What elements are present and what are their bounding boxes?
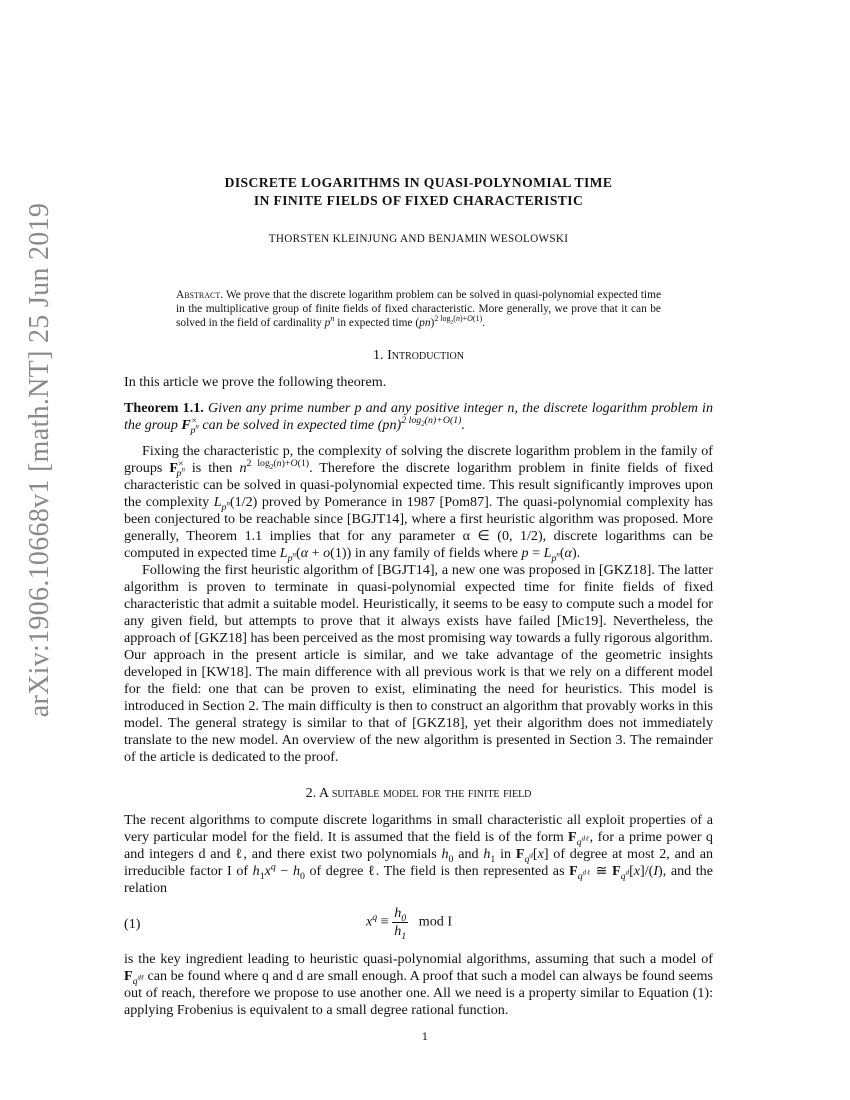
title-line-2: IN FINITE FIELDS OF FIXED CHARACTERISTIC xyxy=(253,193,584,208)
s2-text-e: of degree ℓ. The field is then represented as xyxy=(304,863,570,879)
authors: THORSTEN KLEINJUNG AND BENJAMIN WESOLOWSKI xyxy=(268,233,569,245)
arxiv-sidebar xyxy=(22,202,58,718)
page-number: 1 xyxy=(421,1032,429,1043)
section-2-continuation: is the key ingredient leading to heuristic quasi-polynomial algorithms, assuming that such a model of $F_{q^{d\ell}}$ can be found where q and d are small enough. A proof that such a model can always be found seems out of reach, therefore we propose to use another one. All we need is a property similar to Equation (1): applying Frobenius is equivalent to a small degree rational function. xyxy=(124,951,713,1018)
theorem-text-1: Given any prime number p and any positive integer n, the discrete logarithm problem in the group xyxy=(124,400,713,433)
p1-text-f: . xyxy=(576,545,581,561)
s2-text-d: of degree at most 2, and an irreducible factor I of xyxy=(124,846,713,879)
s2-text-c: in xyxy=(495,846,516,862)
theorem-text-2: can be solved in expected time xyxy=(198,417,378,433)
equation-lhs: x xyxy=(366,913,373,930)
abstract: Abstract. We prove that the discrete logarithm problem can be solved in quasi-polynomial expected time in the multiplicative group of finite fields of fixed characteristic. More generally, we prove that it can be solved in the field of cardinality $p^n$ in expected time (pn)$^{2 log_2(n)+O(1)}$. xyxy=(176,289,661,329)
equation-1 xyxy=(124,905,713,945)
paper-body xyxy=(124,174,713,1019)
abstract-text-1: We prove that the discrete logarithm problem can be solved in quasi-polynomial expected time in the multiplicative group of finite fields of fixed characteristic. More generally, we prove that it can be solved in the field of cardinality xyxy=(176,289,661,329)
paragraph-2: Following the first heuristic algorithm of [BGJT14], a new one was proposed in [GKZ18]. The latter algorithm is proven to terminate in quasi-polynomial expected time for finite fields of fixed characteristic that admit a suitable model. Heuristically, it seems to be easy to compute such a model for any given field, but attempts to prove that it always exists have failed [Mic19]. Nevertheless, the approach of [GKZ18] has been perceived as the most promising way towards a fully rigorous algorithm. Our approach in the present article is similar, and we take advantage of the geometric insights developed in [KW18]. The main difference with all previous work is that we rely on a different model for the field: one that can be proven to exist, eliminating the need for heuristics. This model is introduced in Section 2. The main difficulty is then to construct an algorithm that provably works in this model. The general strategy is similar to that of [GKZ18], yet their algorithm does not immediately translate to the new model. An overview of the new algorithm is presented in Section 3. The remainder of the article is dedicated to the proof. xyxy=(124,562,713,765)
abstract-label: Abstract. xyxy=(176,289,224,301)
paper-title xyxy=(124,174,713,210)
title-line-1: DISCRETE LOGARITHMS IN QUASI-POLYNOMIAL TIME xyxy=(224,175,613,190)
p1-text-c: . Therefore the discrete logarithm problem in finite fields of fixed characteristic can be solved in quasi-polynomial expected time. This result significantly improves upon the complexity xyxy=(124,460,713,510)
theorem-label: Theorem 1.1. xyxy=(124,400,204,416)
abstract-text-2: in expected time xyxy=(334,317,416,329)
theorem-1-1: Theorem 1.1. Given any prime number p and any positive integer n, the discrete logarithm problem in the group $F^\times_{p^n}$ can be solved in expected time (pn)$^{2 log_2(n)+O(1)}$. xyxy=(124,400,713,436)
equation-body: $x^q$ ≡ $\frac{h_0}{h_1}$ mod I xyxy=(366,905,453,942)
s2-text-a: The recent algorithms to compute discrete logarithms in small characteristic all exploit properties of a very particular model for the field. It is assumed that the field is of the form xyxy=(124,812,713,845)
arxiv-identifier: arXiv:1906.10668v1 [math.NT] 25 Jun 2019 xyxy=(24,202,55,718)
section-2-heading: 2. A suitable model for the finite field xyxy=(305,785,532,801)
fraction-numerator: h xyxy=(394,905,402,921)
p1-text-b: is then xyxy=(184,460,240,476)
s2-text-g-b: can be found where q and d are small enough. A proof that such a model can always be found seems out of reach, therefore we propose to use another one. All we need is a property similar to Equation (1): applying Frobenius is equivalent to a small degree rational function. xyxy=(124,968,713,1018)
fraction-denominator: h xyxy=(394,923,402,939)
intro-sentence: In this article we prove the following theorem. xyxy=(124,374,387,390)
p1-text-e: in any family of fields where xyxy=(351,545,522,561)
equation-modulus: mod I xyxy=(418,913,453,930)
s2-text-f: , and the relation xyxy=(124,863,713,896)
p1-text-d: proved by Pomerance in 1987 [Pom87]. The quasi-polynomial complexity has been conjectured to be reachable since [BGJT14], where a first heuristic algorithm was proposed. More generally, Theorem 1.1 implies that for any parameter α ∈ (0, 1/2), discrete logarithms can be computed in expected time xyxy=(124,494,713,561)
section-2-paragraph: The recent algorithms to compute discrete logarithms in small characteristic all exploit properties of a very particular model for the field. It is assumed that the field is of the form $F_{q^{d\ell}}$, for a prime power q and integers d and ℓ, and there exist two polynomials $h_0$ and $h_1$ in $F_{q^d}[x]$ of degree at most 2, and an irreducible factor I of $h_1x^q - h_0$ of degree ℓ. The field is then represented as $F_{q^{d\ell}}$ ≅ $F_{q^d}[x]/(I)$, and the relation xyxy=(124,812,713,896)
equation-fraction: $\frac{h_0}{h_1}$ xyxy=(394,905,407,942)
paragraph-1: Fixing the characteristic p, the complexity of solving the discrete logarithm problem in the family of groups $F^\times_{p^n}$ is then $n^{2 log_2(n)+O(1)}$. Therefore the discrete logarithm problem in finite fields of fixed characteristic can be solved in quasi-polynomial expected time. This result significantly improves upon the complexity $L_{p^n}(1/2)$ proved by Pomerance in 1987 [Pom87]. The quasi-polynomial complexity has been conjectured to be reachable since [BGJT14], where a first heuristic algorithm was proposed. More generally, Theorem 1.1 implies that for any parameter α ∈ (0, 1/2), discrete logarithms can be computed in expected time $L_{p^n}(\alpha + o(1))$ in any family of fields where $p = L_{p^n}(\alpha)$. xyxy=(124,443,713,564)
section-1-heading: 1. Introduction xyxy=(372,347,464,363)
s2-text-g-a: is the key ingredient leading to heuristic quasi-polynomial algorithms, assuming that such a model of xyxy=(124,951,713,967)
equation-number: (1) xyxy=(124,916,141,932)
p1-text-a: Fixing the characteristic p, the complexity of solving the discrete logarithm problem in the family of groups xyxy=(124,443,713,476)
s2-text-b: , for a prime power q and integers d and ℓ, and there exist two polynomials xyxy=(124,829,713,862)
